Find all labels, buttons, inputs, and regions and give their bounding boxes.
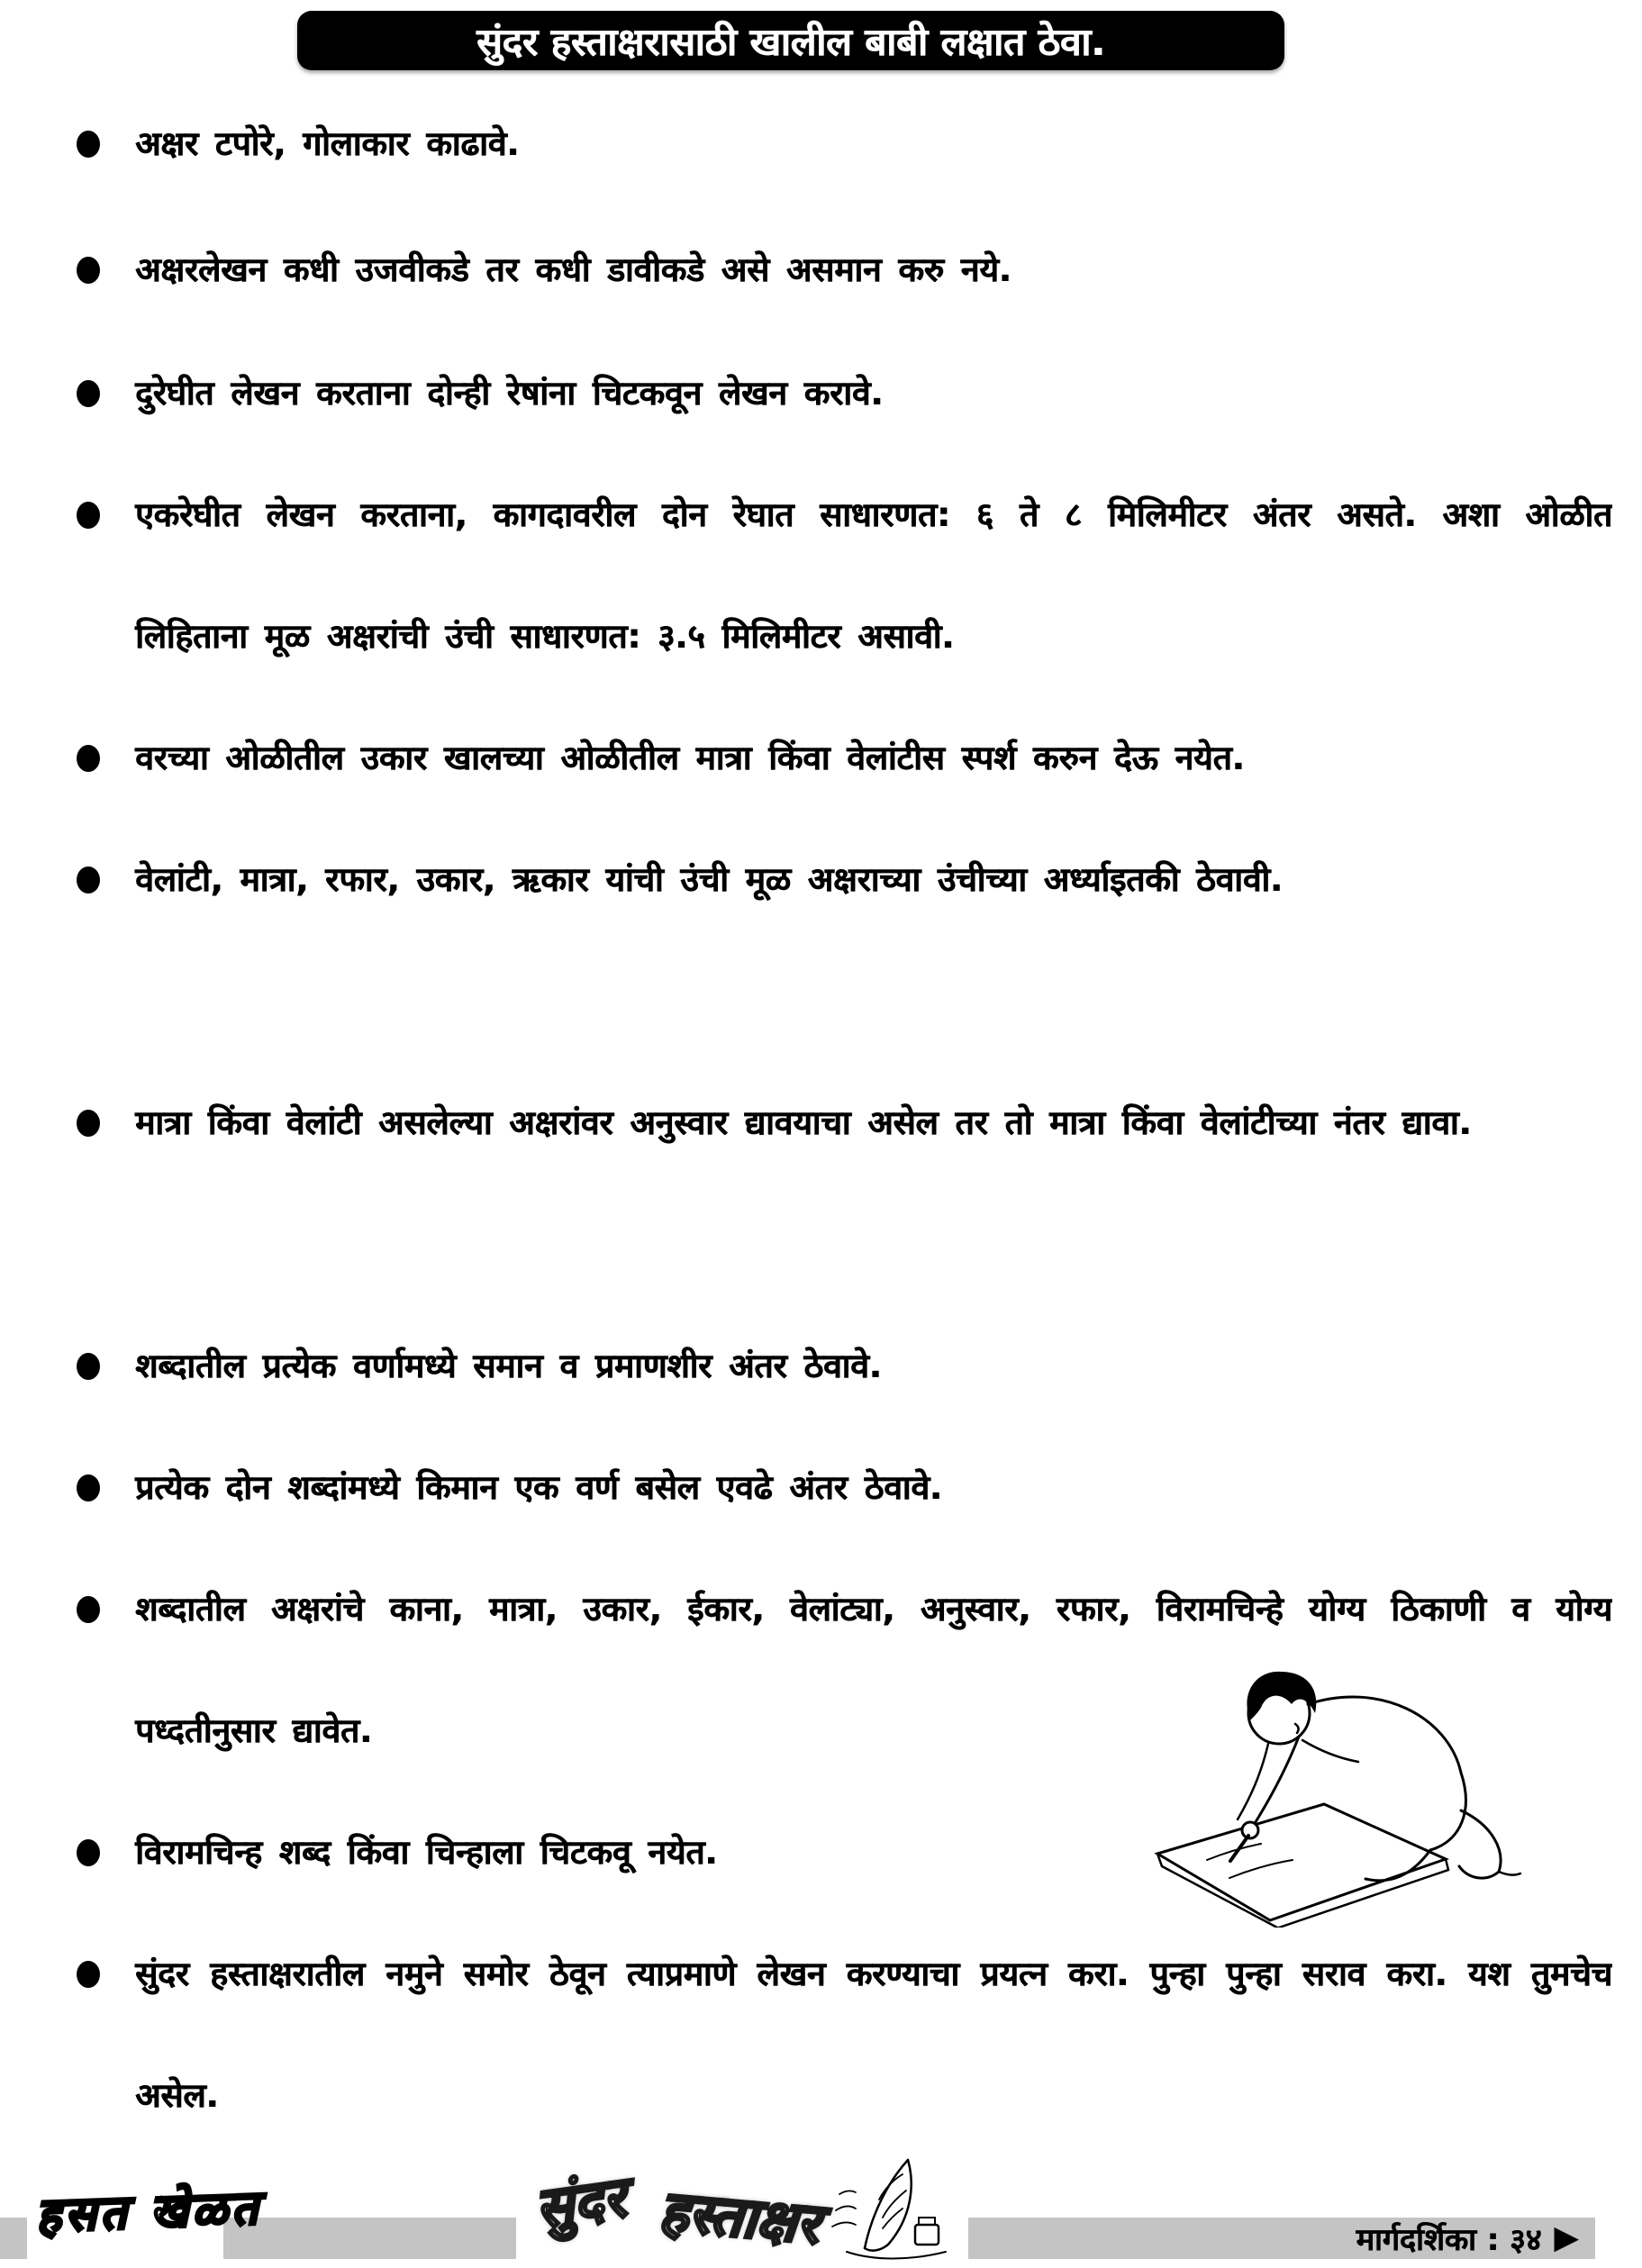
footer-bar-left — [0, 2218, 27, 2259]
bullet-dot-icon — [77, 502, 100, 529]
sundar-hastakshar-logo — [531, 2164, 822, 2257]
bullet-text: अक्षर टपोरे, गोलाकार काढावे. — [135, 124, 520, 163]
bullet-dot-icon — [77, 1596, 100, 1623]
bullet-item — [77, 819, 1612, 1062]
bullet-text: दुरेघीत लेखन करताना दोन्ही रेषांना चिटकवून लेखन करावे. — [135, 374, 884, 413]
guide-page-label: मार्गदर्शिका : ३४ — [1356, 2222, 1542, 2258]
bullet-text: वेलांटी, मात्रा, रफार, उकार, ऋकार यांची उंची मूळ अक्षराच्या उंचीच्या अर्ध्याइतकी ठेवावी. — [135, 860, 1283, 899]
bullet-item — [77, 209, 1612, 331]
bullet-dot-icon — [77, 1961, 100, 1988]
page-title — [297, 11, 1284, 70]
sundar-logo-word1: सुंदर — [531, 2164, 630, 2242]
bullet-dot-icon — [77, 866, 100, 894]
bullet-text: वरच्या ओळीतील उकार खालच्या ओळीतील मात्रा किंवा वेलांटीस स्पर्श करुन देऊ नयेत. — [135, 739, 1245, 777]
quill-pen-icon — [829, 2155, 964, 2266]
bullet-text: एकरेघीत लेखन करताना, कागदावरील दोन रेघात साधारणत: ६ ते ८ मिलिमीटर अंतर असते. अशा ओळीत लिहिताना मूळ अक्षरांची उंची साधारणत: ३.५ मिलिमीटर असावी. — [135, 495, 1612, 656]
bullet-item — [77, 1305, 1612, 1427]
page-title-text: सुंदर हस्ताक्षरासाठी खालील बाबी लक्षात ठेवा. — [476, 19, 1105, 64]
bullet-text: शब्दातील प्रत्येक वर्णामध्ये समान व प्रमाणशीर अंतर ठेवावे. — [135, 1347, 882, 1385]
bullet-item — [77, 83, 1612, 204]
bullet-item — [77, 1062, 1612, 1305]
bullet-text: प्रत्येक दोन शब्दांमध्ये किमान एक वर्ण बसेल एवढे अंतर ठेवावे. — [135, 1468, 942, 1507]
bullet-text: अक्षरलेखन कधी उजवीकडे तर कधी डावीकडे असे असमान करु नये. — [135, 250, 1012, 289]
bullet-dot-icon — [77, 1353, 100, 1380]
bullet-item — [77, 1427, 1612, 1548]
bullet-dot-icon — [77, 1110, 100, 1137]
child-writing-illustration — [1144, 1657, 1531, 1928]
hasat-khelat-logo-text: हसत खेळत — [35, 2181, 263, 2244]
bullet-text: सुंदर हस्ताक्षरातील नमुने समोर ठेवून त्याप्रमाणे लेखन करण्याचा प्रयत्न करा. पुन्हा पुन्हा सराव करा. यश तुमचेच असेल. — [135, 1955, 1612, 2115]
bullet-dot-icon — [77, 380, 100, 407]
bullet-dot-icon — [77, 257, 100, 284]
bullet-dot-icon — [77, 1474, 100, 1501]
footer-bar-right — [968, 2218, 1595, 2259]
bullet-text: मात्रा किंवा वेलांटी असलेल्या अक्षरांवर अनुस्वार द्यावयाचा असेल तर तो मात्रा किंवा वेलांटीच्या नंतर द्यावा. — [135, 1103, 1472, 1142]
bullet-item — [77, 1913, 1612, 2156]
sundar-logo-word2: हस्ताक्षर — [656, 2177, 822, 2257]
footer-bar-middle — [223, 2218, 516, 2259]
bullet-item — [77, 697, 1612, 819]
bullet-text: शब्दातील अक्षरांचे काना, मात्रा, उकार, ईकार, वेलांट्या, अनुस्वार, रफार, विरामचिन्हे योग्य ठिकाणी व योग्य पध्दतीनुसार द्यावेत. — [135, 1590, 1612, 1750]
bullet-text: विरामचिन्ह शब्द किंवा चिन्हाला चिटकवू नयेत. — [135, 1833, 718, 1872]
bullet-dot-icon — [77, 745, 100, 772]
bullet-dot-icon — [77, 131, 100, 158]
bullet-dot-icon — [77, 1839, 100, 1866]
hasat-khelat-logo — [35, 2174, 263, 2246]
bullet-item — [77, 454, 1612, 697]
next-page-arrow-icon: ▶ — [1554, 2219, 1579, 2256]
bullet-item — [77, 332, 1612, 454]
